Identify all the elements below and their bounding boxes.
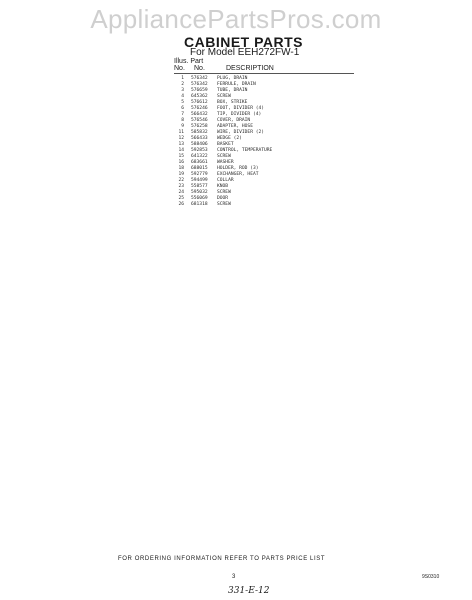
part-illus-no: 25 xyxy=(178,196,184,201)
part-illus-no: 8 xyxy=(181,118,184,123)
part-description: COLLAR xyxy=(217,178,234,183)
part-number: 595032 xyxy=(191,190,208,195)
part-illus-no: 23 xyxy=(178,184,184,189)
part-number: 566433 xyxy=(191,136,208,141)
part-description: SCREW xyxy=(217,190,231,195)
part-illus-no: 22 xyxy=(178,178,184,183)
part-description: SCREW xyxy=(217,202,231,207)
part-illus-no: 26 xyxy=(178,202,184,207)
part-description: SCREW xyxy=(217,94,231,99)
part-description: FOOT, DIVIDER (4) xyxy=(217,106,265,111)
part-illus-no: 3 xyxy=(181,88,184,93)
ordering-info-footer: FOR ORDERING INFORMATION REFER TO PARTS PRICE LIST xyxy=(118,556,326,562)
part-illus-no: 12 xyxy=(178,136,184,141)
part-illus-no: 6 xyxy=(181,106,184,111)
part-number: 558577 xyxy=(191,184,208,189)
part-illus-no: 14 xyxy=(178,148,184,153)
part-number: 556069 xyxy=(191,196,208,201)
part-description: KNOB xyxy=(217,184,229,189)
part-number: 566432 xyxy=(191,112,208,117)
part-description: EXCHANGER, HEAT xyxy=(217,172,259,177)
part-number: 688015 xyxy=(191,166,208,171)
part-description: SCREW xyxy=(217,154,231,159)
part-description: PLUG, DRAIN xyxy=(217,76,248,81)
part-description: BASKET xyxy=(217,142,234,147)
part-description: TUBE, DRAIN xyxy=(217,88,248,93)
part-number: 576659 xyxy=(191,88,208,93)
part-number: 576342 xyxy=(191,76,208,81)
part-number: 576546 xyxy=(191,118,208,123)
part-number: 576258 xyxy=(191,124,208,129)
page-number: 3 xyxy=(232,574,236,580)
part-description: WEDGE (2) xyxy=(217,136,242,141)
part-illus-no: 1 xyxy=(181,76,184,81)
part-number: 592853 xyxy=(191,148,208,153)
part-number: 681318 xyxy=(191,202,208,207)
part-illus-no: 19 xyxy=(178,172,184,177)
part-illus-no: 24 xyxy=(178,190,184,195)
document-code: 9S0310 xyxy=(422,574,440,580)
handwritten-note: 331-E-12 xyxy=(228,586,270,596)
column-header-description: DESCRIPTION xyxy=(226,65,274,72)
part-number: 576612 xyxy=(191,100,208,105)
part-description: DOOR xyxy=(217,196,229,201)
part-illus-no: 18 xyxy=(178,166,184,171)
part-number: 645362 xyxy=(191,94,208,99)
column-header-no: No. xyxy=(174,65,185,72)
part-number: 588406 xyxy=(191,142,208,147)
column-header-part-no: No. xyxy=(194,65,205,72)
part-illus-no: 16 xyxy=(178,160,184,165)
page-title: CABINET PARTS xyxy=(184,34,304,50)
part-illus-no: 15 xyxy=(178,154,184,159)
part-description: ADAPTER, HOSE xyxy=(217,124,253,129)
part-description: WASHER xyxy=(217,160,234,165)
part-illus-no: 9 xyxy=(181,124,184,129)
part-description: WIRE, DIVIDER (2) xyxy=(217,130,265,135)
model-subtitle: For Model EEH272FW-1 xyxy=(190,47,300,58)
part-number: 683661 xyxy=(191,160,208,165)
part-number: 576342 xyxy=(191,82,208,87)
parts-list xyxy=(174,76,374,208)
part-illus-no: 13 xyxy=(178,142,184,147)
part-description: COVER, DRAIN xyxy=(217,118,251,123)
part-illus-no: 5 xyxy=(181,100,184,105)
watermark: AppliancePartsPros.com xyxy=(90,4,382,34)
part-illus-no: 7 xyxy=(181,112,184,117)
part-illus-no: 4 xyxy=(181,94,184,99)
part-description: BOX, STRIKE xyxy=(217,100,248,105)
parts-row xyxy=(174,202,374,208)
part-illus-no: 11 xyxy=(178,130,184,135)
part-illus-no: 2 xyxy=(181,82,184,87)
part-description: HOLDER, ROD (3) xyxy=(217,166,259,171)
part-description: FERRULE, DRAIN xyxy=(217,82,256,87)
part-number: 641322 xyxy=(191,154,208,159)
part-number: 585832 xyxy=(191,130,208,135)
header-divider xyxy=(174,73,354,74)
part-number: 594499 xyxy=(191,178,208,183)
column-header-illus-part: Illus. Part xyxy=(174,58,204,65)
part-number: 592779 xyxy=(191,172,208,177)
part-number: 576246 xyxy=(191,106,208,111)
part-description: CONTROL, TEMPERATURE xyxy=(217,148,273,153)
part-description: TIP, DIVIDER (4) xyxy=(217,112,262,117)
